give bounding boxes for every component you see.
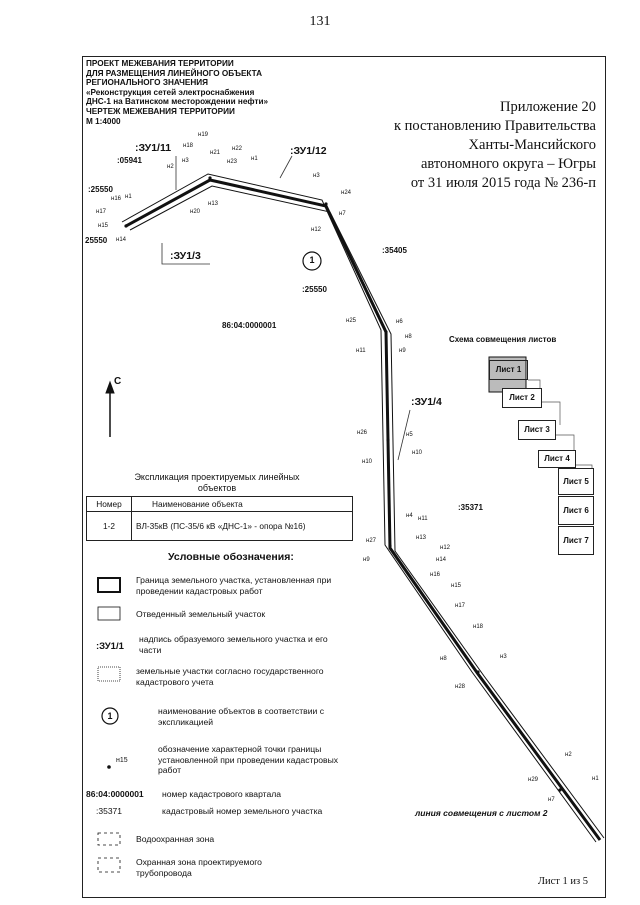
column-header: Номер xyxy=(87,497,132,512)
legend-item-text: земельные участки согласно государственного кадастрового учета xyxy=(136,666,324,687)
object-number: 1 xyxy=(309,255,315,265)
point-label: н11 xyxy=(418,516,428,522)
point-label: н8 xyxy=(405,334,412,340)
sheet-6: Лист 6 xyxy=(558,496,594,525)
legend-item-text: надпись образуемого земельного участка и его части xyxy=(139,634,328,655)
point-label: н25 xyxy=(346,318,356,324)
table-cell: ВЛ-35кВ (ПС-35/6 кВ «ДНС-1» - опора №16) xyxy=(132,512,353,541)
point-label: н1 xyxy=(251,156,258,162)
legend-item-text: обозначение характерной точки границы установленной при проведении кадастровых работ xyxy=(158,744,339,775)
point-label: н23 xyxy=(227,159,237,165)
legend-item-text: Граница земельного участка, установленная при проведении кадастровых работ xyxy=(136,575,332,596)
point-label: н8 xyxy=(440,656,447,662)
point-label: н11 xyxy=(356,348,366,354)
legend-quarter-symbol: 86:04:0000001 xyxy=(86,789,144,799)
parcel-label: :05941 xyxy=(117,156,142,165)
sheet-footer: Лист 1 из 5 xyxy=(537,876,588,887)
boundary-point xyxy=(476,670,479,673)
point-label: н1 xyxy=(125,194,132,200)
point-label: н7 xyxy=(548,797,555,803)
title-line: ПРОЕКТ МЕЖЕВАНИЯ ТЕРРИТОРИИ xyxy=(86,59,234,68)
point-label: н3 xyxy=(313,173,320,179)
legend-parcel-symbol: :35371 xyxy=(96,806,122,816)
sheet-1: Лист 1 xyxy=(489,360,528,380)
parcel-label: :25550 xyxy=(302,285,327,294)
point-label: н2 xyxy=(167,164,174,170)
boundary-point xyxy=(384,330,387,333)
boundary-point xyxy=(386,438,389,441)
north-arrow xyxy=(106,382,114,437)
point-label: н10 xyxy=(412,450,422,456)
parcel-label: :35371 xyxy=(458,503,483,512)
legend-item-text: Отведенный земельный участок xyxy=(136,609,266,619)
legend-title: Условные обозначения: xyxy=(168,551,294,563)
legend-protect-zone-symbol xyxy=(98,858,120,872)
point-label: н16 xyxy=(111,196,121,202)
point-label: н1 xyxy=(592,776,599,782)
page-number: 131 xyxy=(309,14,331,29)
point-label: н14 xyxy=(436,557,446,563)
appendix-line: от 31 июля 2015 года № 236-п xyxy=(410,175,596,191)
point-label: н15 xyxy=(98,223,108,229)
parcel-label: 25550 xyxy=(85,236,108,245)
point-label: н21 xyxy=(210,150,220,156)
title-line: ДНС-1 на Ватинском месторождении нефти» xyxy=(86,97,269,107)
point-label: н9 xyxy=(399,348,406,354)
legend-water-zone-symbol xyxy=(98,833,120,845)
parcel-label: :35405 xyxy=(382,246,407,255)
appendix-line: Ханты-Мансийского xyxy=(468,137,596,153)
zu-label: :ЗУ1/12 xyxy=(290,145,327,157)
explication-title: Экспликация проектируемых линейных объектов xyxy=(134,472,300,493)
legend-object-number: 1 xyxy=(107,711,113,721)
sheet-2: Лист 2 xyxy=(502,388,542,408)
point-label: н24 xyxy=(341,190,351,196)
boundary-point xyxy=(208,176,211,179)
match-line-label: линия совмещения с листом 2 xyxy=(415,808,548,818)
quarter-label: 86:04:0000001 xyxy=(222,321,277,330)
point-label: н4 xyxy=(406,513,413,519)
point-label: н13 xyxy=(208,201,218,207)
parcel-label: :25550 xyxy=(88,185,113,194)
legend-zu-symbol: :ЗУ1/1 xyxy=(96,641,124,652)
table-header-row xyxy=(87,497,353,512)
title-line: РЕГИОНАЛЬНОГО ЗНАЧЕНИЯ xyxy=(86,78,209,88)
legend-point-label: н15 xyxy=(116,757,128,764)
title-line: «Реконструкция сетей электроснабжения xyxy=(86,87,255,97)
boundary-point xyxy=(324,202,327,205)
point-label: н6 xyxy=(396,319,403,325)
sheet-4: Лист 4 xyxy=(538,450,576,468)
point-label: н28 xyxy=(455,684,465,690)
point-label: н29 xyxy=(528,777,538,783)
point-label: н12 xyxy=(440,545,450,551)
zu-leader xyxy=(280,156,292,178)
zu-label: :ЗУ1/4 xyxy=(411,396,442,408)
legend-point-symbol xyxy=(107,765,111,769)
appendix-line: к постановлению Правительства xyxy=(394,118,596,134)
point-label: н19 xyxy=(198,132,208,138)
legend-thin-box-symbol xyxy=(98,607,120,620)
point-label: н18 xyxy=(473,624,483,630)
title-line: ДЛЯ РАЗМЕЩЕНИЯ ЛИНЕЙНОГО ОБЪЕКТА xyxy=(86,68,263,78)
legend-dotted-box-symbol xyxy=(98,667,120,681)
boundary-point xyxy=(388,544,391,547)
scale: М 1:4000 xyxy=(86,116,121,126)
legend-item-text: Охранная зона проектируемого трубопровода xyxy=(136,857,262,878)
point-label: н27 xyxy=(366,538,376,544)
north-label: С xyxy=(114,376,122,387)
point-label: н14 xyxy=(116,237,126,243)
point-label: н13 xyxy=(416,535,426,541)
appendix-line: автономного округа – Югры xyxy=(420,156,596,172)
legend-item-text: Водоохранная зона xyxy=(136,834,215,844)
table-row xyxy=(87,512,353,541)
title-line: ЧЕРТЕЖ МЕЖЕВАНИЯ ТЕРРИТОРИИ xyxy=(86,106,235,116)
point-label: н5 xyxy=(406,432,413,438)
zu-label: :ЗУ1/3 xyxy=(170,250,201,262)
zu-label: :ЗУ1/11 xyxy=(135,142,172,154)
sheet-7: Лист 7 xyxy=(558,526,594,555)
point-label: н7 xyxy=(339,211,346,217)
sheet-scheme-title: Схема совмещения листов xyxy=(449,335,557,344)
appendix-line: Приложение 20 xyxy=(500,99,596,115)
legend-thick-box-symbol xyxy=(98,578,120,592)
point-label: н26 xyxy=(357,430,367,436)
point-label: н3 xyxy=(500,654,507,660)
point-label: н17 xyxy=(96,209,106,215)
boundary-point xyxy=(124,224,127,227)
boundary-point xyxy=(558,788,561,791)
column-header: Наименование объекта xyxy=(132,497,353,512)
table-cell: 1-2 xyxy=(87,512,132,541)
sheet-5: Лист 5 xyxy=(558,468,594,495)
legend-item-text: наименование объектов в соответствии с экспликацией xyxy=(158,706,325,727)
legend-item-text: номер кадастрового квартала xyxy=(162,789,282,799)
legend-item-text: кадастровый номер земельного участка xyxy=(162,806,323,816)
point-label: н20 xyxy=(190,209,200,215)
point-label: н2 xyxy=(565,752,572,758)
point-label: н10 xyxy=(362,459,372,465)
explication-table xyxy=(86,496,353,541)
point-label: н17 xyxy=(455,603,465,609)
point-label: н9 xyxy=(363,557,370,563)
point-label: н18 xyxy=(183,143,193,149)
point-label: н22 xyxy=(232,146,242,152)
point-label: н15 xyxy=(451,583,461,589)
point-label: н16 xyxy=(430,572,440,578)
point-label: н12 xyxy=(311,227,321,233)
sheet-3: Лист 3 xyxy=(518,420,556,440)
point-label: н3 xyxy=(182,158,189,164)
